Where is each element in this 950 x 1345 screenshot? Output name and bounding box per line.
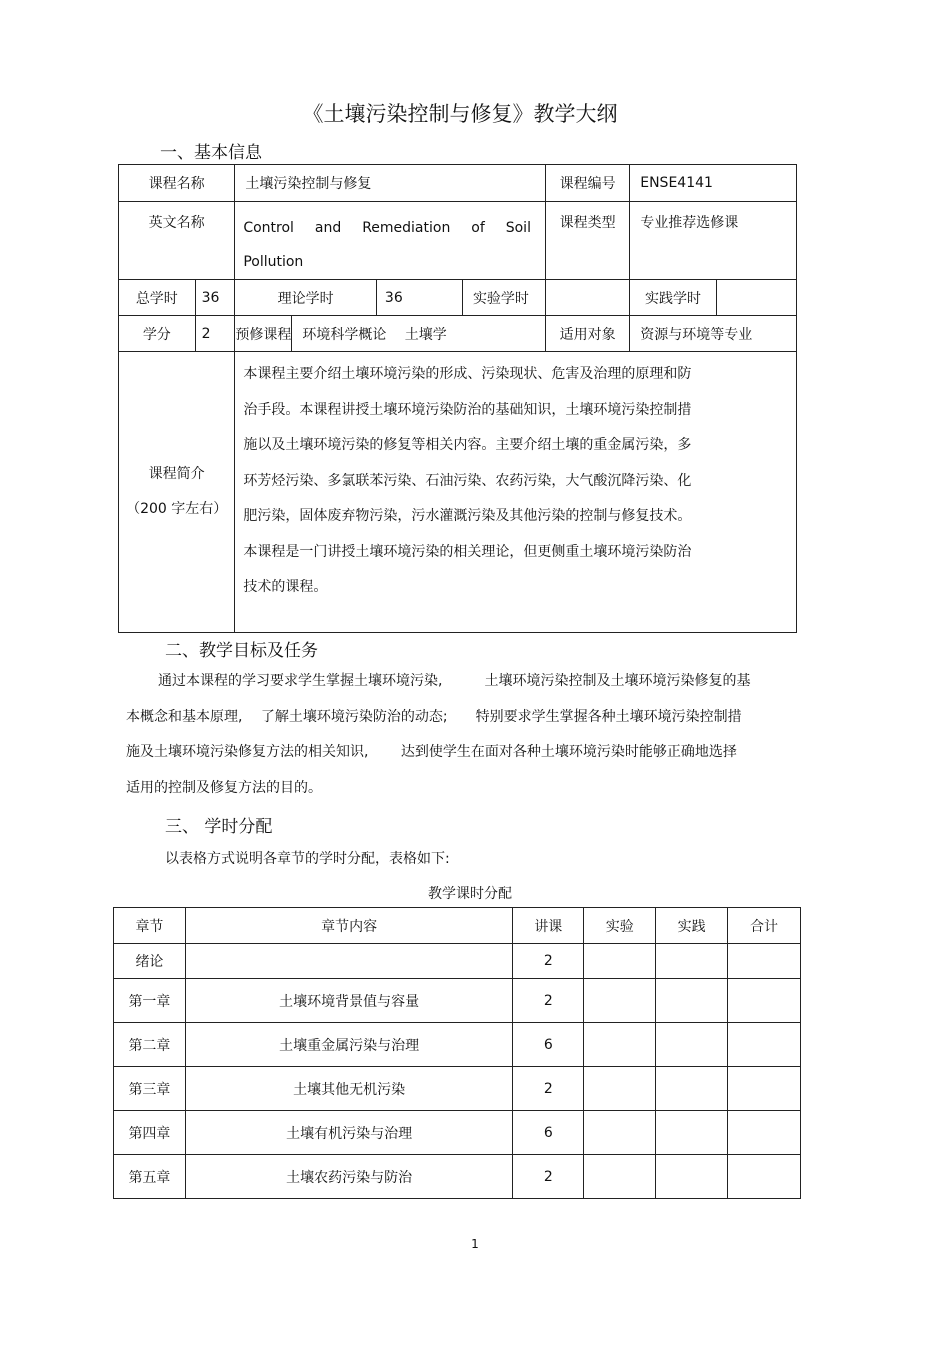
lecture-cell: 6 xyxy=(513,1111,584,1155)
lab-cell xyxy=(584,1067,656,1111)
content-cell xyxy=(185,944,512,979)
total-cell xyxy=(728,1111,801,1155)
header-cell: 讲课 xyxy=(513,908,584,944)
lecture-cell: 2 xyxy=(513,1067,584,1111)
practice-cell xyxy=(656,1023,728,1067)
course-name-label: 课程名称 xyxy=(119,165,235,202)
chapter-cell: 绪论 xyxy=(114,944,186,979)
credits-value: 2 xyxy=(195,316,235,352)
header-cell: 章节 xyxy=(114,908,186,944)
section-heading-objectives: 二、教学目标及任务 xyxy=(165,641,318,661)
course-code-label: 课程编号 xyxy=(545,165,629,202)
chapter-cell: 第三章 xyxy=(114,1067,186,1111)
chapter-cell: 第二章 xyxy=(114,1023,186,1067)
practice-hours-label: 实践学时 xyxy=(630,280,716,316)
prereq-label: 预修课程 xyxy=(235,316,292,352)
intro-label-line: （200 字左右） xyxy=(126,501,228,517)
practice-cell xyxy=(656,1067,728,1111)
intro-line: 治手段。本课程讲授土壤环境污染防治的基础知识，土壤环境污染控制措 xyxy=(243,401,692,418)
english-name-word: Remediation xyxy=(362,220,451,236)
header-cell: 实验 xyxy=(584,908,656,944)
total-hours-value: 36 xyxy=(195,280,235,316)
english-name-word: Control xyxy=(243,220,294,236)
content-cell: 土壤重金属污染与治理 xyxy=(185,1023,512,1067)
lab-cell xyxy=(584,1023,656,1067)
english-name-line-1 xyxy=(243,211,531,245)
intro-line: 环芳烃污染、多氯联苯污染、石油污染、农药污染，大气酸沉降污染、化 xyxy=(243,472,692,489)
chapter-cell: 第五章 xyxy=(114,1155,186,1199)
intro-line: 本课程主要介绍土壤环境污染的形成、污染现状、危害及治理的原理和防 xyxy=(243,366,692,382)
intro-label-line: 课程简介 xyxy=(148,466,205,482)
lab-hours-label: 实验学时 xyxy=(462,280,545,316)
practice-cell xyxy=(656,1155,728,1199)
objectives-paragraph xyxy=(0,664,950,806)
basic-info-table xyxy=(118,164,797,633)
audience-label: 适用对象 xyxy=(545,316,629,352)
table-row xyxy=(114,944,801,979)
hours-intro-text: 以表格方式说明各章节的学时分配，表格如下: xyxy=(165,851,450,867)
header-cell: 章节内容 xyxy=(185,908,512,944)
document-title: 《土壤污染控制与修复》教学大纲 xyxy=(302,102,618,126)
header-cell: 合计 xyxy=(728,908,801,944)
content-cell: 土壤农药污染与防治 xyxy=(185,1155,512,1199)
content-cell: 土壤有机污染与治理 xyxy=(185,1111,512,1155)
lab-cell xyxy=(584,944,656,979)
course-type-label: 课程类型 xyxy=(545,202,629,280)
table-row xyxy=(114,1111,801,1155)
lab-cell xyxy=(584,1111,656,1155)
intro-text xyxy=(235,352,797,633)
course-code-value: ENSE4141 xyxy=(630,165,797,202)
table-row xyxy=(114,1023,801,1067)
chapter-cell: 第一章 xyxy=(114,979,186,1023)
lecture-cell: 2 xyxy=(513,979,584,1023)
practice-hours-value xyxy=(716,280,796,316)
practice-cell xyxy=(656,1111,728,1155)
section-heading-hours: 三、 学时分配 xyxy=(165,817,273,837)
section-heading-basic-info: 一、基本信息 xyxy=(160,143,262,163)
lecture-cell: 2 xyxy=(513,1155,584,1199)
practice-cell xyxy=(656,979,728,1023)
english-name-word: Soil xyxy=(505,220,531,236)
english-name-word: of xyxy=(471,220,485,236)
objectives-line: 本概念和基本原理, 了解土壤环境污染防治的动态; 特别要求学生掌握各种土壤环境污染控制措 xyxy=(126,708,742,725)
credits-label: 学分 xyxy=(119,316,196,352)
theory-hours-value: 36 xyxy=(376,280,462,316)
total-cell xyxy=(728,944,801,979)
header-cell: 实践 xyxy=(656,908,728,944)
table-row xyxy=(114,1067,801,1111)
objectives-line: 适用的控制及修复方法的目的。 xyxy=(126,779,322,796)
table-row xyxy=(114,1155,801,1199)
content-cell: 土壤环境背景值与容量 xyxy=(185,979,512,1023)
lab-cell xyxy=(584,979,656,1023)
total-cell xyxy=(728,979,801,1023)
course-type-value: 专业推荐选修课 xyxy=(630,202,797,280)
theory-hours-label: 理论学时 xyxy=(235,280,377,316)
prereq-value: 环境科学概论 土壤学 xyxy=(292,316,546,352)
total-cell xyxy=(728,1023,801,1067)
audience-value: 资源与环境等专业 xyxy=(630,316,797,352)
total-cell xyxy=(728,1067,801,1111)
lab-hours-value xyxy=(545,280,629,316)
objectives-line: 施及土壤环境污染修复方法的相关知识, 达到使学生在面对各种土壤环境污染时能够正确地选择 xyxy=(126,744,737,760)
hours-table-caption: 教学课时分配 xyxy=(428,886,512,902)
english-name-word: and xyxy=(314,220,342,236)
english-name-label: 英文名称 xyxy=(119,202,235,280)
chapter-cell: 第四章 xyxy=(114,1111,186,1155)
intro-line: 技术的课程。 xyxy=(243,579,328,595)
page-number: 1 xyxy=(471,1237,479,1251)
total-cell xyxy=(728,1155,801,1199)
intro-line: 本课程是一门讲授土壤环境污染的相关理论，但更侧重土壤环境污染防治 xyxy=(243,543,692,560)
lecture-cell: 6 xyxy=(513,1023,584,1067)
table-header-row xyxy=(114,908,801,944)
english-name-line-2: Pollution xyxy=(243,254,304,270)
lecture-cell: 2 xyxy=(513,944,584,979)
objectives-line: 通过本课程的学习要求学生掌握土壤环境污染, 土壤环境污染控制及土壤环境污染修复的基 xyxy=(158,673,751,689)
practice-cell xyxy=(656,944,728,979)
english-name-value xyxy=(235,202,546,280)
content-cell: 土壤其他无机污染 xyxy=(185,1067,512,1111)
course-name-value: 土壤污染控制与修复 xyxy=(235,165,546,202)
lab-cell xyxy=(584,1155,656,1199)
intro-line: 肥污染，固体废弃物污染，污水灌溉污染及其他污染的控制与修复技术。 xyxy=(243,508,692,524)
table-row xyxy=(114,979,801,1023)
intro-line: 施以及土壤环境污染的修复等相关内容。主要介绍土壤的重金属污染，多 xyxy=(243,437,692,453)
intro-label xyxy=(119,352,235,633)
total-hours-label: 总学时 xyxy=(119,280,196,316)
hours-table xyxy=(113,907,801,1199)
